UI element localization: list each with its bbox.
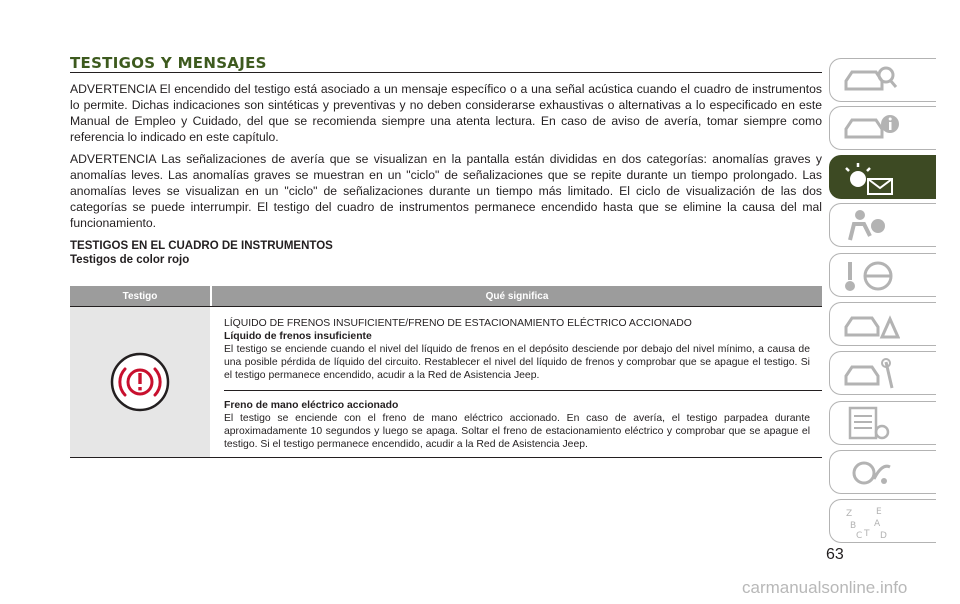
entry-brake-fluid: [224, 317, 822, 382]
brake-warning-icon: [110, 352, 170, 417]
tab-emergency[interactable]: [829, 302, 936, 346]
table-header: [70, 286, 822, 306]
tab-service[interactable]: [829, 351, 936, 395]
meaning-cell: [210, 307, 822, 457]
index-letter-t: T: [864, 529, 870, 539]
tab-car-search[interactable]: [829, 58, 936, 102]
table-row: [70, 306, 822, 458]
index-letter-a: A: [874, 519, 881, 529]
index-letter-z: Z: [846, 509, 853, 519]
index-letter-b: B: [850, 521, 857, 531]
car-service-icon: [840, 354, 900, 392]
index-letter-c: C: [856, 531, 863, 540]
entry-text: El testigo se enciende con el freno de mano eléctrico accionado. En caso de avería, el testigo parpadea durante aproximadamente 10 segundos y luego se apaga. Soltar el freno de estacionamiento eléctrico y comprobar que se apague el testigo. Si el testigo permanece encendido, acudir a la Red de Asistencia Jeep.: [224, 413, 810, 450]
tab-specifications[interactable]: [829, 401, 936, 445]
main-content: [70, 52, 822, 267]
key-steering-wheel-icon: [840, 256, 900, 294]
section-title: TESTIGOS Y MENSAJES: [70, 54, 267, 72]
index-letter-d: D: [880, 531, 887, 540]
tab-car-info[interactable]: [829, 106, 936, 150]
car-search-icon: [840, 61, 900, 99]
tab-warning-lights[interactable]: [829, 155, 936, 199]
warning-paragraph-2: ADVERTENCIA Las señalizaciones de avería que se visualizan en la pantalla están divididas en dos categorías: anomalías graves y anomalías leves. Las anomalías graves se muestran en un "ciclo" de señalizaciones que se repite durante un tiempo prolongado. Las anomalías leves se visualizan en un "ciclo" de señalizaciones durante un tiempo más limitado. El ciclo de visualización de las dos categorías se puede interrumpir. El testigo del cuadro de instrumentos permanece encendido hasta que se elimine la causa del mal funcionamiento.: [70, 152, 822, 230]
entry-parking-brake: [224, 391, 822, 451]
specifications-list-icon: [840, 404, 900, 442]
tab-multimedia[interactable]: [829, 450, 936, 494]
icon-cell: [70, 307, 210, 457]
watermark: carmanualsonline.info: [742, 578, 908, 597]
section-title-row: [70, 52, 822, 73]
warning-light-message-icon: [840, 158, 900, 196]
tab-safety[interactable]: [829, 203, 936, 247]
multimedia-icon: [840, 453, 900, 491]
index-letter-e: E: [876, 507, 882, 517]
warning-lights-table: [70, 286, 822, 458]
car-emergency-icon: [840, 305, 900, 343]
alphabetical-index-icon: [840, 502, 900, 540]
header-significado: Qué significa: [212, 286, 822, 306]
entry-subtitle: Freno de mano eléctrico accionado: [224, 400, 399, 411]
page-number: 63: [826, 546, 844, 563]
tab-starting-driving[interactable]: [829, 253, 936, 297]
entry-text: El testigo se enciende cuando el nivel del líquido de frenos en el depósito desciende por debajo del nivel mínimo, a causa de una posible pérdida de líquido del circuito. Restablecer el nivel del líquido de frenos y comprobar que se apague el testigo. Si el testigo permanece encendido, acudir a la Red de Asistencia Jeep.: [224, 344, 810, 381]
subheading-red-lights: Testigos de color rojo: [70, 254, 190, 266]
entry-subtitle: Líquido de frenos insuficiente: [224, 331, 372, 342]
car-info-icon: [840, 109, 900, 147]
tab-index[interactable]: [829, 499, 936, 543]
warning-paragraph-1: ADVERTENCIA El encendido del testigo está asociado a un mensaje específico o a una señal acústica cuando el cuadro de instrumentos lo permite. Dichas indicaciones son sintéticas y preventivas y no deben considerarse exhaustivas o alternativas a lo especificado en este Manual de Empleo y Cuidado, del que se recomienda siempre una atenta lectura. En caso de aviso de avería, tomar siempre como referencia lo indicado en este capítulo.: [70, 82, 822, 144]
subheading-instruments: TESTIGOS EN EL CUADRO DE INSTRUMENTOS: [70, 240, 333, 252]
airbag-safety-icon: [840, 206, 900, 244]
entry-title: LÍQUIDO DE FRENOS INSUFICIENTE/FRENO DE ESTACIONAMIENTO ELÉCTRICO ACCIONADO: [224, 318, 692, 329]
header-testigo: Testigo: [70, 286, 210, 306]
